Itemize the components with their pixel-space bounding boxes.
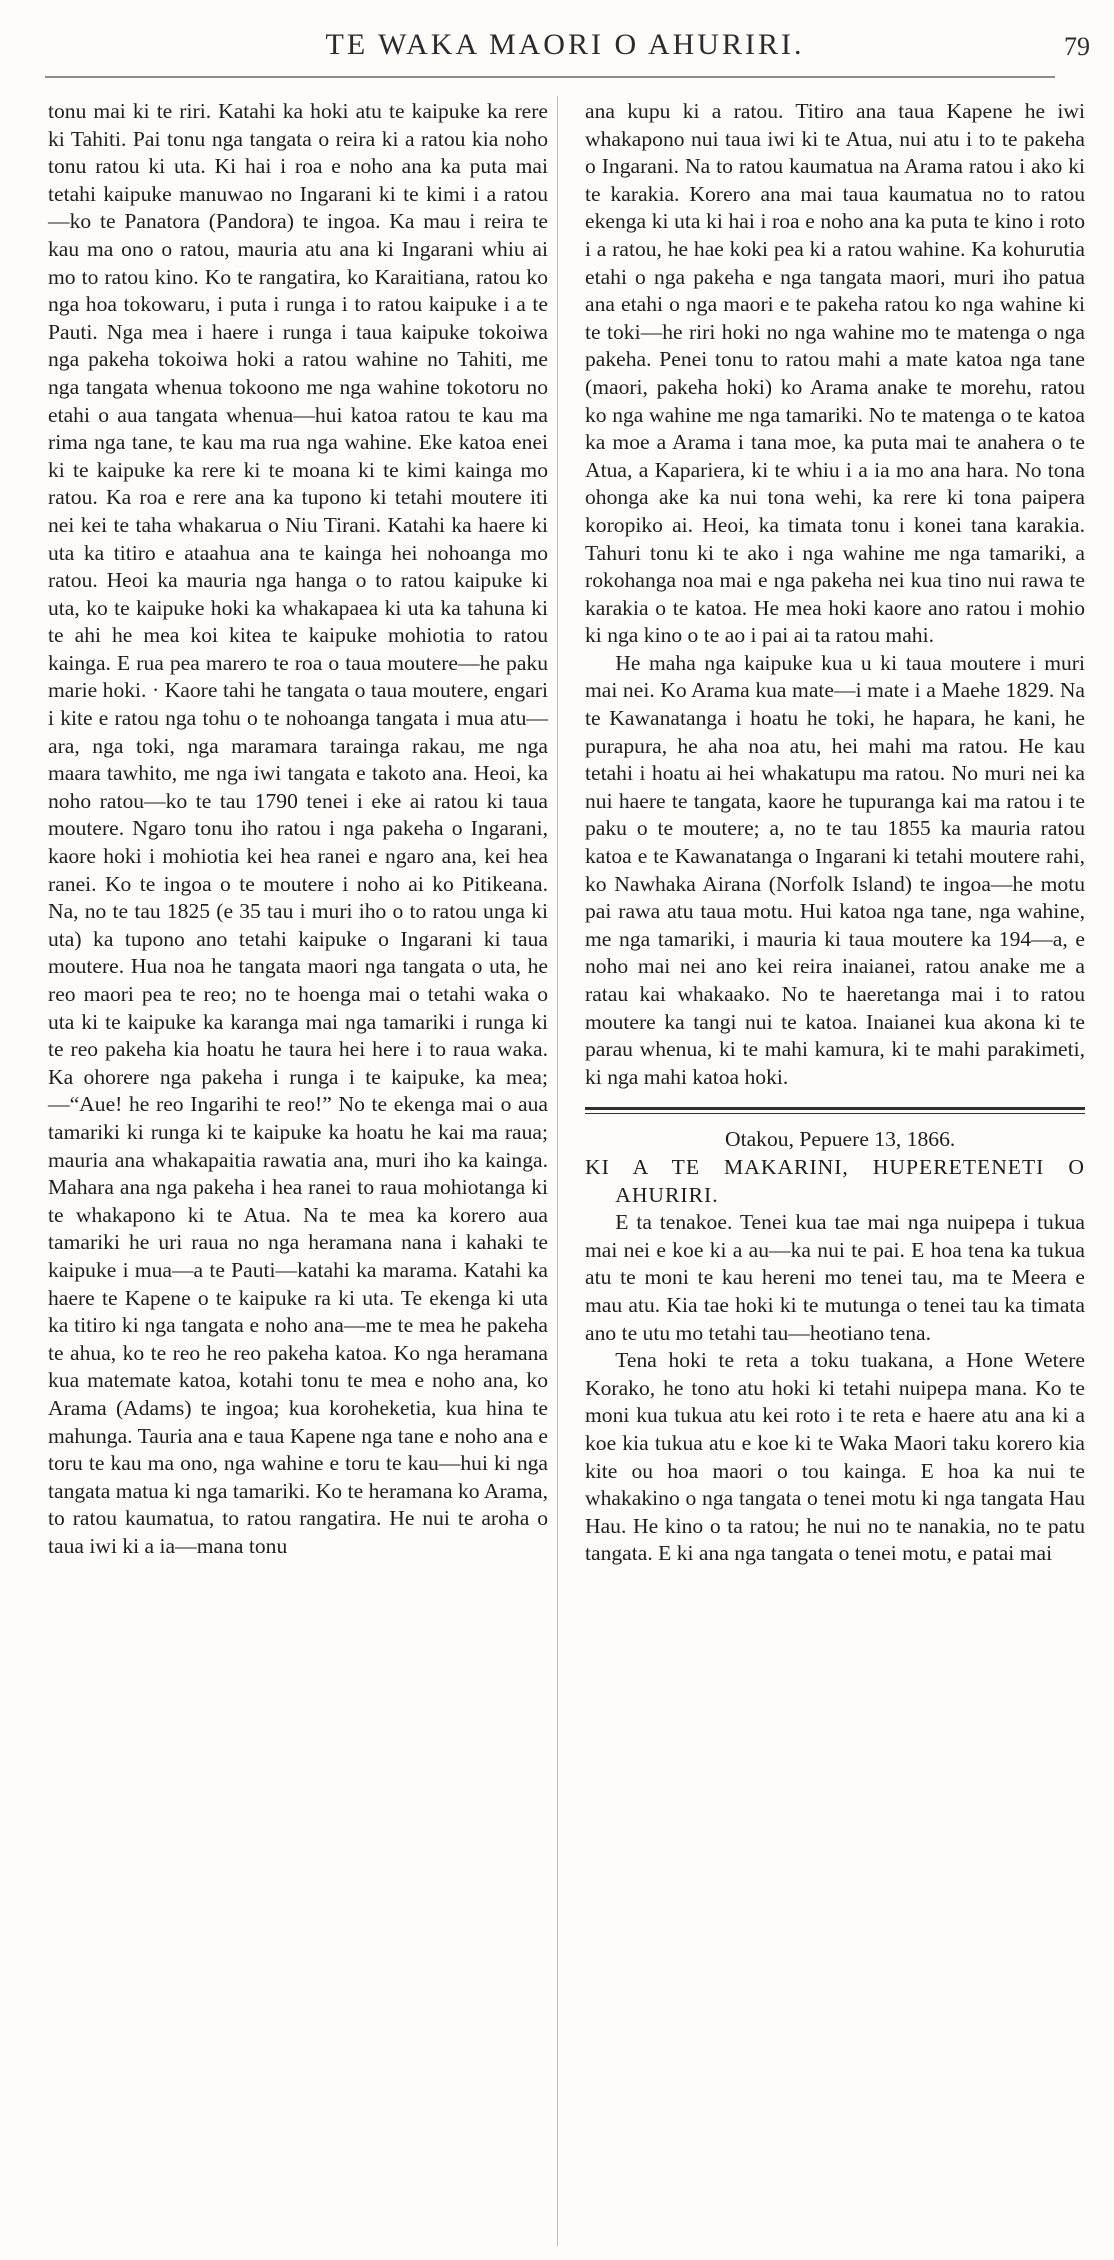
article-paragraph: tonu mai ki te riri. Katahi ka hoki atu te kaipuke ka rere ki Tahiti. Pai tonu nga tangata o reira ki a ratou kia noho tonu ratou ki uta. Ki hai i roa e noho ana ka puta mai tetahi kaipuke manuwao no Ingarani ki te kimi i a ratou—ko te Panatora (Pandora) te ingoa. Ka mau i reira te kau ma ono o ratou, mauria atu ana ki Ingarani whiu ai mo to ratou kino. Ko te rangatira, ko Karaitiana, ratou ko nga hoa tokowaru, i puta i runga i to ratou kaipuke i a te Pauti. Nga mea i haere i runga i taua kaipuke tokoiwa nga pakeha tokoiwa hoki a ratou wahine no Tahiti, me nga tangata whenua tokoono me nga wahine tokotoru no etahi o aua tangata whenua—hui katoa ratou te kau ma rima nga tane, te kau ma rua nga wahine. Eke katoa enei ki te kaipuke ka rere ki te moana ki te kimi kainga mo ratou. Ka roa e rere ana ka tupono ki tetahi moutere iti nei kei te taha whakarua o Niu Tirani. Katahi ka haere ki uta ka titiro e ataahua ana te kainga hei nohoanga mo ratou. Heoi ka mauria nga hanga o to ratou kaipuke ki uta, ko te kaipuke hoki ka whakapaea ki uta ka tahuna ki te ahi he mea koi kitea te kaipuke mohiotia to ratou kainga. E rua pea marero te roa o taua moutere—he paku marie hoki. · Kaore tahi he tangata o taua moutere, engari i kite e ratou nga tohu o te nohoanga tangata i mua atu—ara, nga toki, nga maramara tarainga rakau, me nga maara tawhito, me nga iwi tangata e takoto ana. Heoi, ka noho ratou—ko te tau 1790 tenei i eke ai ratou ki taua moutere. Ngaro tonu iho ratou i nga pakeha o Ingarani, kaore hoki i mohiotia kei hea ranei e ngaro ana, kei hea ranei. Ko te ingoa o te moutere i noho ai ko Pitikeana. Na, no te tau 1825 (e 35 tau i muri iho o to ratou unga ki uta) ka tupono ano tetahi kaipuke o Ingarani ki taua moutere. Hua noa he tangata maori nga tangata o uta, he reo maori pea te reo; no te hoenga mai o tetahi waka o uta ki te kaipuke ka karanga mai nga tamariki i runga ki te reo pakeha kia hoatu he taura hei here i to raua waka. Ka ohorere nga pakeha i runga i te kaipuke, ka mea;—“Aue! he reo Ingarihi te reo!” No te ekenga mai o aua tamariki ki runga ki te kaipuke ka hoatu he kai ma raua; mauria ana whakapaitia rawatia ana, muri iho ka kainga. Mahara ana nga pakeha i hea ranei to raua mohiotanga ki te whakapono ki te Atua. Na te mea ka korero aua tamariki he uri raua no nga heramana nana i kahaki te kaipuke i mua—a te Pauti—katahi ka marama. Katahi ka haere te Kapene o te kaipuke ra ki uta. Te ekenga ki uta ka titiro ki nga tangata e noho ana—me te mea he pakeha te ahua, ko te reo he reo pakeha katoa. Ko nga heramana kua matemate katoa, kotahi tonu te mea e noho ana, ko Arama (Adams) te ingoa; kua koroheketia, kua hina te mahunga. Tauria ana e taua Kapene nga tane e noho ana e toru te kau ma ono, nga wahine e toru te kau—hui ki nga tangata matua ki nga tamariki. Ko te heramana ko Arama, to ratou kaumatua, to ratou rangatira. He nui te aroha o taua iwi ki a ia—mana tonu [48, 99, 548, 1558]
right-column [585, 98, 1085, 1568]
section-separator [585, 1107, 1085, 1114]
header-rule [45, 76, 1055, 78]
page-header [40, 28, 1090, 68]
letter-address: KI A TE MAKARINI, HUPERETENETI O AHURIRI. [585, 1154, 1085, 1207]
left-column [48, 98, 548, 1560]
page-number: 79 [1064, 32, 1090, 61]
article-paragraph: ana kupu ki a ratou. Titiro ana taua Kapene he iwi whakapono nui taua iwi ki te Atua, nui atu i to te pakeha o Ingarani. Na to ratou kaumatua na Arama ratou i ako ki te karakia. Korero ana mai taua kaumatua no to ratou ekenga ki uta ki hai i roa e noho ana ka puta te kino i roto i a ratou, he hae koki pea ki a ratou wahine. Ka kohurutia etahi o nga pakeha e nga tangata maori, muri iho patua ana etahi o nga maori e te pakeha ratou ko nga wahine ki te toki—he riri hoki no nga wahine mo te matenga o nga pakeha. Penei tonu to ratou mahi a mate katoa nga tane (maori, pakeha hoki) ko Arama anake te morehu, ratou ko nga wahine me nga tamariki. No te matenga o te katoa ka moe a Arama i tana moe, ka puta mai te anahera o te Atua, a Kapariera, ki te whiu i a ia mo ana hara. No tona ohonga ake ka nui tona wehi, ka rere ki tona paipera koropiko ai. Heoi, ka timata tonu i konei tana karakia. Tahuri tonu ki te ako i nga wahine me nga tamariki, a rokohanga noa mai e nga pakeha nei kua tino nui rawa te karakia o te katoa. He mea hoki kaore ano ratou i mohio ki nga kino o te ao i pai ai ta ratou mahi. [585, 99, 1085, 648]
article-paragraph: He maha nga kaipuke kua u ki taua moutere i muri mai nei. Ko Arama kua mate—i mate i a Maehe 1829. Na te Kawanatanga i hoatu he toki, he hapara, he kani, he purapura, he aha noa atu, hei mahi ma ratou. He kau tetahi i hoatu ai hei whakatupu ma ratou. No muri nei ka nui haere te tangata, kaore he tupuranga kai ma ratou i te paku o te moutere; a, no te tau 1855 ka mauria ratou katoa e te Kawanatanga o Ingarani ki tetahi moutere rahi, ko Nawhaka Airana (Norfolk Island) te ingoa—he motu pai rawa atu taua motu. Hui katoa nga tane, nga wahine, me nga tamariki, i mauria ki taua moutere ka 194—a, e noho mai nei ano kei reira inaianei, ratou anake me a ratau kai whakaako. No te haeretanga mai i to ratou moutere ka tangi nui te katoa. Inaianei kua akona ki te parau whenua, ki te mahi kamura, ki te mahi parakimeti, ki nga mahi katoa hoki. [585, 650, 1085, 1089]
running-title: TE WAKA MAORI O AHURIRI. [325, 28, 805, 61]
letter-date: Otakou, Pepuere 13, 1866. [725, 1127, 956, 1152]
letter-paragraph: E ta tenakoe. Tenei kua tae mai nga nuipepa i tukua mai nei e koe ki a au—ka nui te pai. E hoa tena ka tukua atu te moni te kau hereni mo tenei tau, ma te Meera e mau atu. Kia tae hoki ki te mutunga o tenei tau ka timata ano te utu mo tetahi tau—heotiano tena. [585, 1210, 1085, 1345]
letter-paragraph: Tena hoki te reta a toku tuakana, a Hone Wetere Korako, he tono atu hoki ki tetahi nuipepa mana. Ko te moni kua tukua atu kei roto i te reta e haere atu ana ki a koe kia tukua atu e koe ki te Waka Maori taku korero kia kite ou hoa maori o tou kainga. E hoa ka nui te whakakino o nga tangata o tenei motu ki nga tangata Hau Hau. He kino o ta ratou; he nui no te nanakia, no te patu tangata. E ki ana nga tangata o tenei motu, e patai mai [585, 1348, 1085, 1566]
column-divider [557, 96, 558, 2246]
